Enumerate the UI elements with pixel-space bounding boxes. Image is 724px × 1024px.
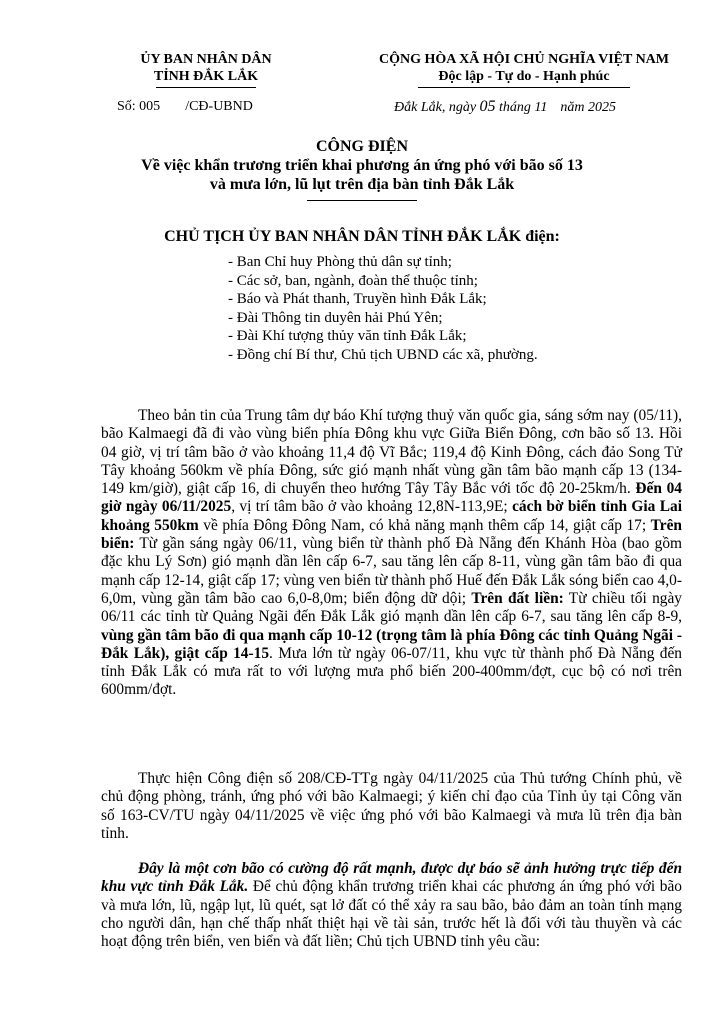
document-date: [394, 98, 616, 116]
p1-text-4: Từ gần sáng ngày 06/11, vùng biển từ thành phố Đà Nẵng đến Khánh Hòa (bao gồm đặc khu Lý Sơn) gió mạnh dần lên cấp 6-7, sau tăng lên cấp 8-11, vùng gần tâm bão đi qua mạnh cấp 12-14, giật cấp 17; vùng ven biển từ thành phố Huế đến Đắk Lắk sóng biển cao 4,0-6,0m, vùng gần tâm bão cao 6,0-8,0m; biển động dữ dội;: [101, 535, 682, 607]
date-day: 05: [479, 98, 496, 115]
subject-line-1: Về việc khẩn trương triển khai phương án ứng phó với bão số 13: [141, 157, 583, 174]
recipient-item: - Ban Chỉ huy Phòng thủ dân sự tỉnh;: [228, 254, 452, 270]
date-year: năm 2025: [560, 100, 617, 115]
p2-text: Thực hiện Công điện số 208/CĐ-TTg ngày 04/11/2025 của Thủ tướng Chính phủ, về chủ động phòng, tránh, ứng phó với bão Kalmaegi; ý kiến chỉ đạo của Tỉnh ủy tại Công văn số 163-CV/TU ngày 04/11/2025 về việc ứng phó với bão Kalmaegi và mưa lũ trên địa bàn tỉnh.: [101, 770, 682, 842]
recipient-item: - Báo và Phát thanh, Truyền hình Đắk Lắk;: [228, 291, 487, 307]
p3-text: Để chủ động khẩn trương triển khai các phương án ứng phó với bão và mưa lớn, lũ, ngập lụt, lũ quét, sạt lở đất có thể xảy ra sau bão, bảo đảm an toàn tính mạng cho người dân, hạn chế thấp nhất thiệt hại về tài sản, trước hết là đối với tàu thuyền và các hoạt động trên biển, ven biển và đất liền; Chủ tịch UBND tỉnh yêu cầu:: [101, 878, 683, 951]
recipients-heading: CHỦ TỊCH ỦY BAN NHÂN DÂN TỈNH ĐẮK LẮK điện:: [164, 228, 560, 245]
p1-bold-1: Đến 04 giờ ngày 06/11/2025: [101, 480, 683, 516]
doc-number-prefix: Số: 005: [117, 99, 161, 114]
recipient-list: [228, 253, 538, 364]
subject-line-2: và mưa lớn, lũ lụt trên địa bàn tỉnh Đắk Lắk: [209, 176, 515, 193]
body-paragraph-1: [101, 407, 682, 700]
motto-underline: [418, 87, 630, 88]
body-paragraph-3: [101, 860, 682, 951]
p1-text-1: Theo bản tin của Trung tâm dự báo Khí tượng thuỷ văn quốc gia, sáng sớm nay (05/11), bão Kalmaegi đã đi vào vùng biển phía Đông khu vực Giữa Biển Đông, cơn bão số 13. Hồi 04 giờ, vị trí tâm bão ở vào khoảng 11,4 độ Vĩ Bắc; 119,4 độ Kinh Đông, cách đảo Song Tử Tây khoảng 560km về phía Đông, sức gió mạnh nhất vùng gần tâm bão mạnh cấp 13 (134-149 km/giờ), giật cấp 16, di chuyển theo hướng Tây Tây Bắc với tốc độ 20-25km/h.: [101, 407, 682, 498]
p1-text-5: Từ chiều tối ngày 06/11 các tỉnh từ Quảng Ngãi đến Đắk Lắk gió mạnh dần lên cấp 6-7, sau tăng lên cấp 8-9,: [101, 589, 682, 626]
national-motto: [352, 51, 696, 85]
org-line-2: TỈNH ĐẮK LẮK: [153, 69, 259, 84]
p1-bold-4: Trên đất liền:: [471, 589, 564, 607]
p1-bold-3: Trên biển:: [101, 516, 682, 553]
document-number: [117, 99, 253, 115]
document-type: CÔNG ĐIỆN: [315, 138, 408, 155]
date-month: tháng 11: [499, 100, 548, 115]
p1-text-6: . Mưa lớn từ ngày 06-07/11, khu vực từ thành phố Đà Nẵng đến tỉnh Đắk Lắk có mưa rất to với lượng mưa phổ biến 200-400mm/đợt, cục bộ có nơi trên 600mm/đợt.: [101, 644, 682, 699]
org-underline: [156, 87, 256, 88]
p1-text-2: , vị trí tâm bão ở vào khoảng 12,8N-113,9E;: [231, 498, 513, 516]
recipient-item: - Đồng chí Bí thư, Chủ tịch UBND các xã, phường.: [228, 346, 538, 363]
title-underline: [307, 200, 417, 201]
date-prefix: Đắk Lắk, ngày: [394, 100, 477, 115]
nation-line-2: Độc lập - Tự do - Hạnh phúc: [438, 69, 610, 84]
p1-bold-5: vùng gần tâm bão đi qua mạnh cấp 10-12 (trọng tâm là phía Đông các tỉnh Quảng Ngãi - Đắk Lắk), giật cấp 14-15: [101, 626, 682, 662]
p3-bold-italic: Đây là một cơn bão có cường độ rất mạnh, được dự báo sẽ ảnh hưởng trực tiếp đến khu vực tỉnh Đắk Lắk.: [101, 860, 682, 896]
nation-line-1: CỘNG HÒA XÃ HỘI CHỦ NGHĨA VIỆT NAM: [378, 52, 669, 67]
p1-bold-2: cách bờ biển tỉnh Gia Lai khoảng 550km: [101, 498, 682, 534]
issuing-organization: [106, 51, 306, 85]
p1-text-3: về phía Đông Đông Nam, có khả năng mạnh thêm cấp 14, giật cấp 17;: [198, 516, 651, 534]
org-line-1: ỦY BAN NHÂN DÂN: [140, 52, 272, 67]
recipient-item: - Các sở, ban, ngành, đoàn thể thuộc tỉnh;: [228, 272, 478, 289]
doc-number-suffix: /CĐ-UBND: [185, 99, 253, 114]
recipient-item: - Đài Thông tin duyên hải Phú Yên;: [228, 309, 443, 326]
recipient-item: - Đài Khí tượng thủy văn tỉnh Đắk Lắk;: [228, 328, 467, 344]
body-paragraph-2: [101, 770, 682, 843]
